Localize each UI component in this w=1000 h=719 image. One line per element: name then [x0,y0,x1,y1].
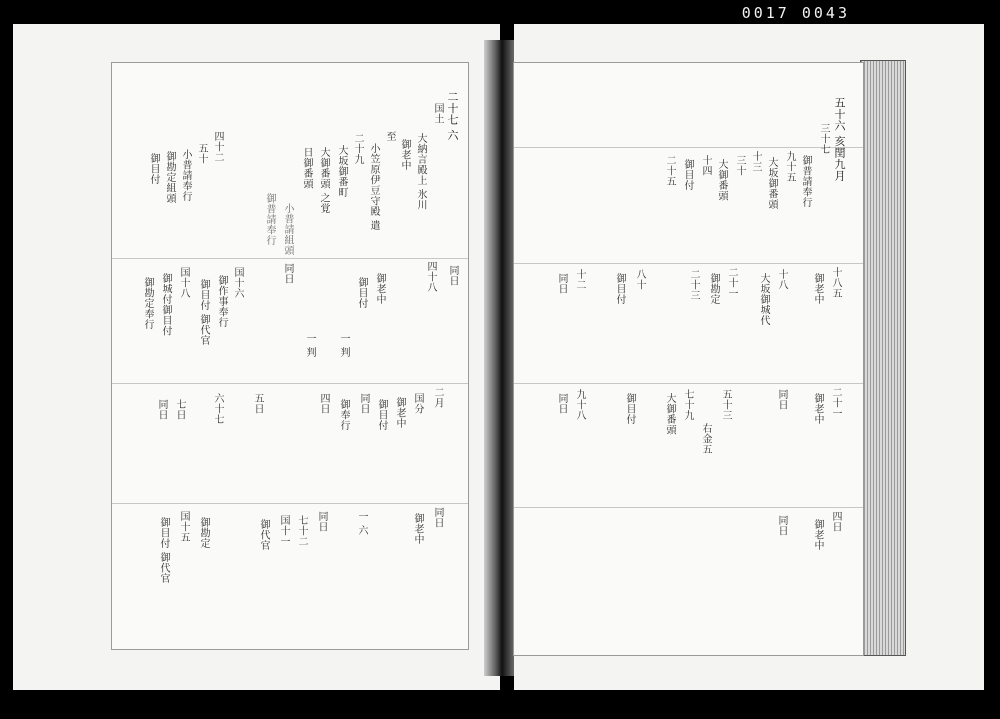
text-column: 同日 [556,393,567,414]
text-column: 七日 [174,399,185,420]
text-column: 一 判 [304,333,315,358]
text-column: 同日 [156,399,167,420]
text-column: 大坂御番町 [336,145,347,198]
text-column: 十四 [700,155,711,176]
book-gutter [484,40,514,676]
right-page [513,62,864,656]
text-column: 御老中 [394,397,405,429]
text-column: 御目付 [376,399,387,431]
text-column: 大坂御番頭 [766,157,777,210]
text-column: 五日 [252,393,263,414]
text-column: 御目付 御代官 [198,279,209,346]
text-column: 七十二 [296,515,307,547]
text-column: 小普請組頭 [282,203,293,256]
text-column: 国十六 [232,267,243,299]
text-column: 十二 [574,269,585,290]
row-divider [514,383,863,384]
text-column: 御城付御目付 [160,273,171,336]
text-column: 小普請奉行 [180,149,191,202]
text-column: 御普請奉行 [264,193,275,246]
text-column: 二十九 [352,133,363,165]
text-column: 同日 [776,389,787,410]
text-column: 大御番頭 [664,393,675,435]
text-column: 大御番頭 之覚 [318,147,329,214]
text-column: 四日 [830,511,841,532]
text-column: 国分 [412,393,423,414]
row-divider [112,503,468,504]
text-column: 御普請奉行 [800,155,811,208]
text-column: 同日 [358,393,369,414]
text-column: 一 判 [338,333,349,358]
text-column: 御老中 [812,519,823,551]
text-column: 大納言殿上 氷川 [415,133,426,211]
left-page [111,62,469,650]
text-column: 五十 [196,143,207,164]
text-column: 六十七 [212,393,223,425]
text-column: 小笠原伊豆守殿 遣 [368,143,379,231]
text-column: 国土 [432,103,443,124]
text-column: 御老中 [374,273,385,305]
text-column: 大御番頭 [716,159,727,201]
frame-counter: 0017 0043 [741,4,850,22]
text-column: 二十三 [688,269,699,301]
text-column: 三十七 [818,123,829,155]
row-divider [112,383,468,384]
text-column: 大坂御城代 [758,273,769,326]
text-column: 御勘定組頭 [164,151,175,204]
text-column: 御目付 [356,277,367,309]
text-column: 御代官 [258,519,269,551]
text-column: 四日 [318,393,329,414]
text-column: 同日 [776,515,787,536]
text-column: 右金五 [700,423,711,455]
text-column: 十三 [750,151,761,172]
text-column: 御目付 [624,393,635,425]
text-column: 四十二 [212,131,223,163]
text-column: 御目付 御代官 [158,517,169,584]
text-column: 一 六 [356,511,367,536]
text-column: 国十一 [278,515,289,547]
text-column: 御勘定 [198,517,209,549]
text-column: 御作事奉行 [216,275,227,328]
book-page-edges [860,60,906,656]
text-column: 国十八 [178,267,189,299]
text-column: 御老中 [812,273,823,305]
text-column: 御目付 [682,159,693,191]
text-column: 十八五 [830,267,841,299]
row-divider [514,507,863,508]
row-divider [514,263,863,264]
text-column: 御目付 [614,273,625,305]
text-column: 御老中 [412,513,423,545]
text-column: 五十六 亥閏九月 [833,97,846,182]
text-column: 同日 [432,507,443,528]
text-column: 八十 [634,269,645,290]
text-column: 同日 [447,265,458,286]
text-column: 至 [384,131,395,142]
text-column: 御目付 [148,153,159,185]
text-column: 日御番頭 [301,147,312,189]
text-column: 二十一 [726,267,737,299]
text-column: 国十五 [178,511,189,543]
text-column: 同日 [316,511,327,532]
text-column: 二十七 六 [446,91,459,141]
text-column: 御奉行 [338,399,349,431]
text-column: 四十八 [425,261,436,293]
text-column: 三十 [734,155,745,176]
text-column: 同日 [556,273,567,294]
text-column: 九十五 [784,151,795,183]
text-column: 十八 [776,269,787,290]
text-column: 二月 [432,387,443,408]
text-column: 御勘定奉行 [142,277,153,330]
text-column: 九十八 [574,389,585,421]
text-column: 御勘定 [708,273,719,305]
text-column: 五十三 [720,389,731,421]
text-column: 御老中 [812,393,823,425]
text-column: 七十九 [682,389,693,421]
text-column: 御老中 [399,139,410,171]
text-column: 二十一 [830,387,841,419]
row-divider [112,258,468,259]
row-divider [514,147,863,148]
text-column: 同日 [282,263,293,284]
text-column: 二十五 [664,155,675,187]
